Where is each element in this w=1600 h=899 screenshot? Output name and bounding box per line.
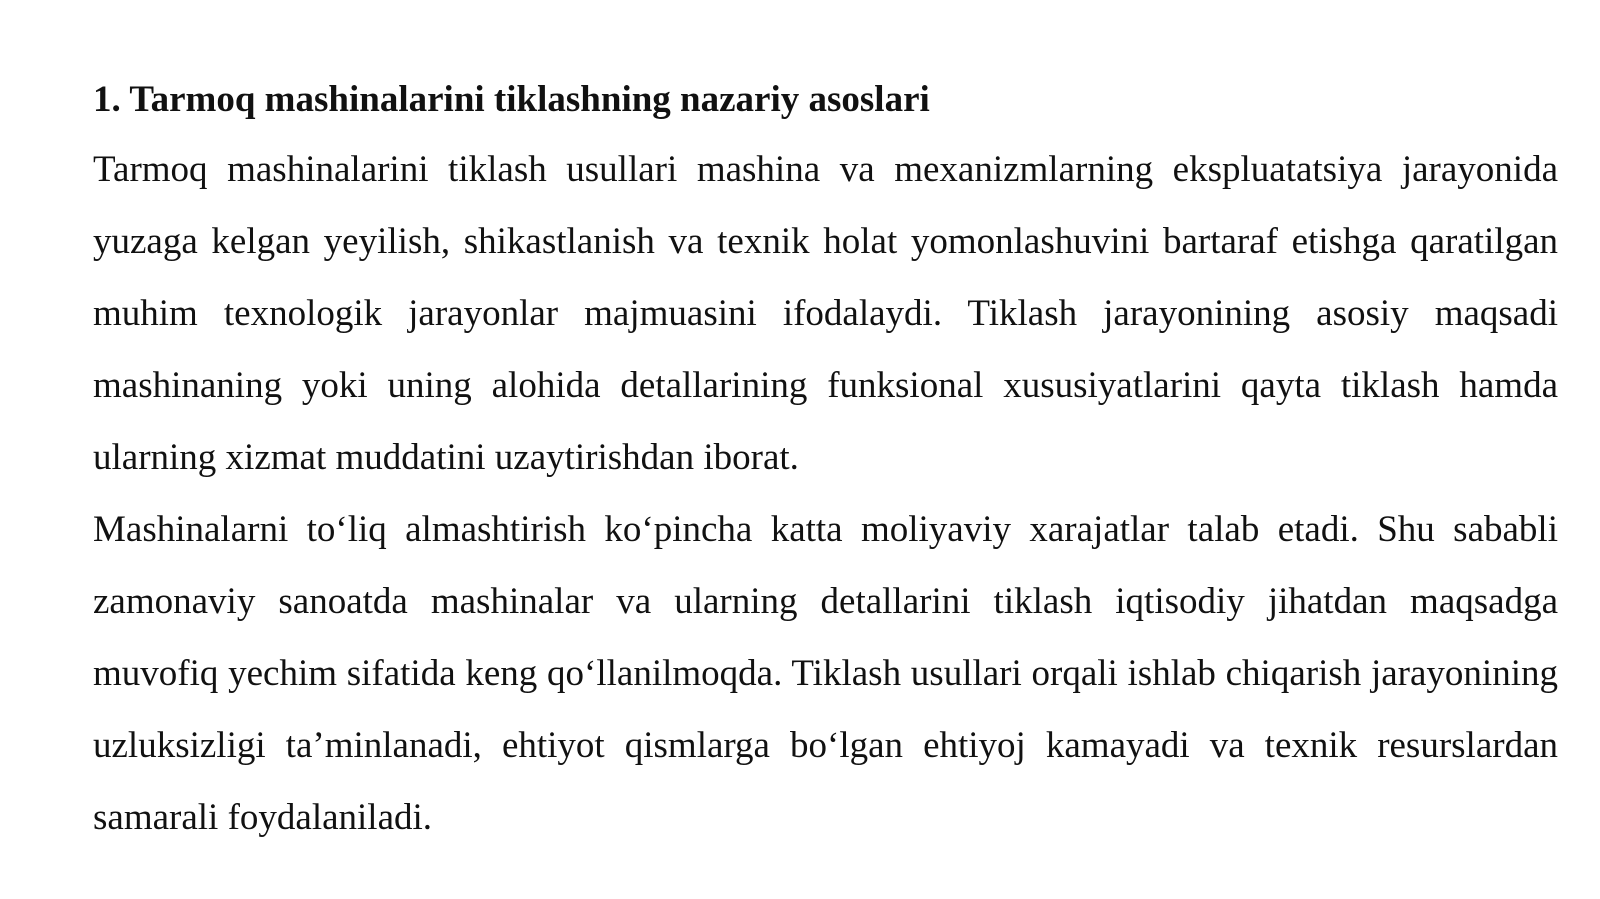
section-heading: 1. Tarmoq mashinalarini tiklashning nazariy asoslari — [93, 79, 930, 120]
paragraph-2: Mashinalarni to‘liq almashtirish ko‘pincha katta moliyaviy xarajatlar talab etadi. Shu sababli zamonaviy sanoatda mashinalar va ularning detallarini tiklash iqtisodiy jihatdan maqsadga muvofiq yechim sifatida keng qo‘llanilmoqda. Tiklash usullari orqali ishlab chiqarish jarayonining uzluksizligi ta’minlanadi, ehtiyot qismlarga bo‘lgan ehtiyoj kamayadi va texnik resurslardan samarali foydalaniladi. — [93, 509, 1558, 838]
paragraph-1: Tarmoq mashinalarini tiklash usullari mashina va mexanizmlarning ekspluatatsiya jarayonida yuzaga kelgan yeyilish, shikastlanish va texnik holat yomonlashuvini bartaraf etishga qaratilgan muhim texnologik jarayonlar majmuasini ifodalaydi. Tiklash jarayonining asosiy maqsadi mashinaning yoki uning alohida detallarining funksional xususiyatlarini qayta tiklash hamda ularning xizmat muddatini uzaytirishdan iborat. — [93, 149, 1558, 478]
document-body — [93, 66, 1558, 854]
